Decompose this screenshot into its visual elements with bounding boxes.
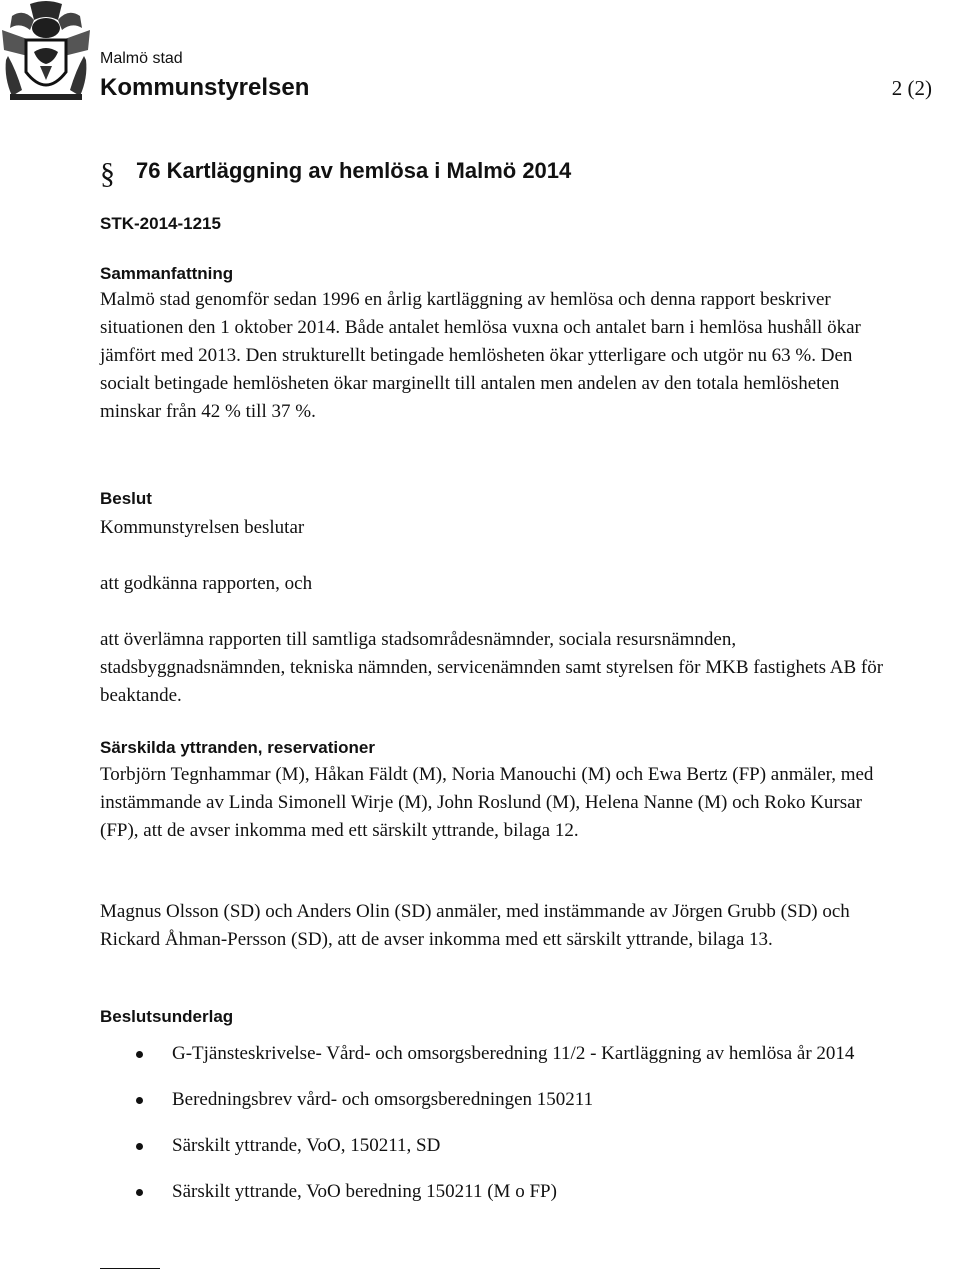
list-item-text: G-Tjänsteskrivelse- Vård- och omsorgsberedning 11/2 - Kartläggning av hemlösa år 2014 bbox=[172, 1043, 855, 1064]
list-item-text: Beredningsbrev vård- och omsorgsberedningen 150211 bbox=[172, 1089, 594, 1110]
bullet-icon bbox=[136, 1143, 143, 1150]
basis-title: Beslutsunderlag bbox=[100, 1007, 234, 1026]
decision-clause-2: att överlämna rapporten till samtliga stadsområdesnämnder, sociala resursnämnden, stadsbyggnadsnämnden, tekniska nämnden, servicenämnden samt styrelsen för MKB fastighets AB för beaktande. bbox=[100, 629, 884, 706]
organization-name: Malmö stad bbox=[100, 50, 183, 67]
bullet-icon bbox=[136, 1097, 143, 1104]
decision-title: Beslut bbox=[100, 489, 152, 508]
malmo-coat-of-arms-icon bbox=[0, 0, 92, 102]
list-item bbox=[100, 1040, 890, 1068]
page-number: 2 (2) bbox=[891, 76, 932, 100]
summary-title: Sammanfattning bbox=[100, 264, 234, 283]
case-number: STK-2014-1215 bbox=[100, 214, 221, 233]
list-item-text: Särskilt yttrande, VoO beredning 150211 (M o FP) bbox=[172, 1181, 557, 1202]
statement-paragraph: Magnus Olsson (SD) och Anders Olin (SD) anmäler, med instämmande av Jörgen Grubb (SD) och Rickard Åhman-Persson (SD), att de avser inkomma med ett särskilt yttrande, bilaga 13. bbox=[100, 901, 850, 950]
list-item bbox=[100, 1086, 890, 1114]
summary-text: Malmö stad genomför sedan 1996 en årlig kartläggning av hemlösa och denna rapport beskriver situationen den 1 oktober 2014. Både antalet hemlösa vuxna och antalet barn i hemlösa hushåll ökar jämfört med 2013. Den strukturellt betingade hemlösheten ökar ytterligare och utgör nu 63 %. Den socialt betingade hemlösheten ökar marginellt till antalen men andelen av den totala hemlösheten minskar från 42 % till 37 %. bbox=[100, 289, 861, 422]
item-heading: 76 Kartläggning av hemlösa i Malmö 2014 bbox=[136, 158, 572, 183]
paragraph-sign-icon: § bbox=[100, 157, 115, 190]
list-item bbox=[100, 1132, 890, 1160]
statement-paragraph: Torbjörn Tegnhammar (M), Håkan Fäldt (M), Noria Manouchi (M) och Ewa Bertz (FP) anmäler, med instämmande av Linda Simonell Wirje (M), John Roslund (M), Helena Nanne (M) och Roko Kursar (FP), att de avser inkomma med ett särskilt yttrande, bilaga 12. bbox=[100, 764, 874, 841]
footnote-divider bbox=[100, 1268, 160, 1269]
decision-clause-1: att godkänna rapporten, och bbox=[100, 573, 313, 594]
list-item bbox=[100, 1178, 890, 1206]
statements-title: Särskilda yttranden, reservationer bbox=[100, 738, 375, 757]
board-title: Kommunstyrelsen bbox=[100, 74, 310, 101]
basis-list bbox=[100, 1040, 890, 1224]
list-item-text: Särskilt yttrande, VoO, 150211, SD bbox=[172, 1135, 441, 1156]
decision-intro: Kommunstyrelsen beslutar bbox=[100, 517, 305, 538]
bullet-icon bbox=[136, 1051, 143, 1058]
bullet-icon bbox=[136, 1189, 143, 1196]
